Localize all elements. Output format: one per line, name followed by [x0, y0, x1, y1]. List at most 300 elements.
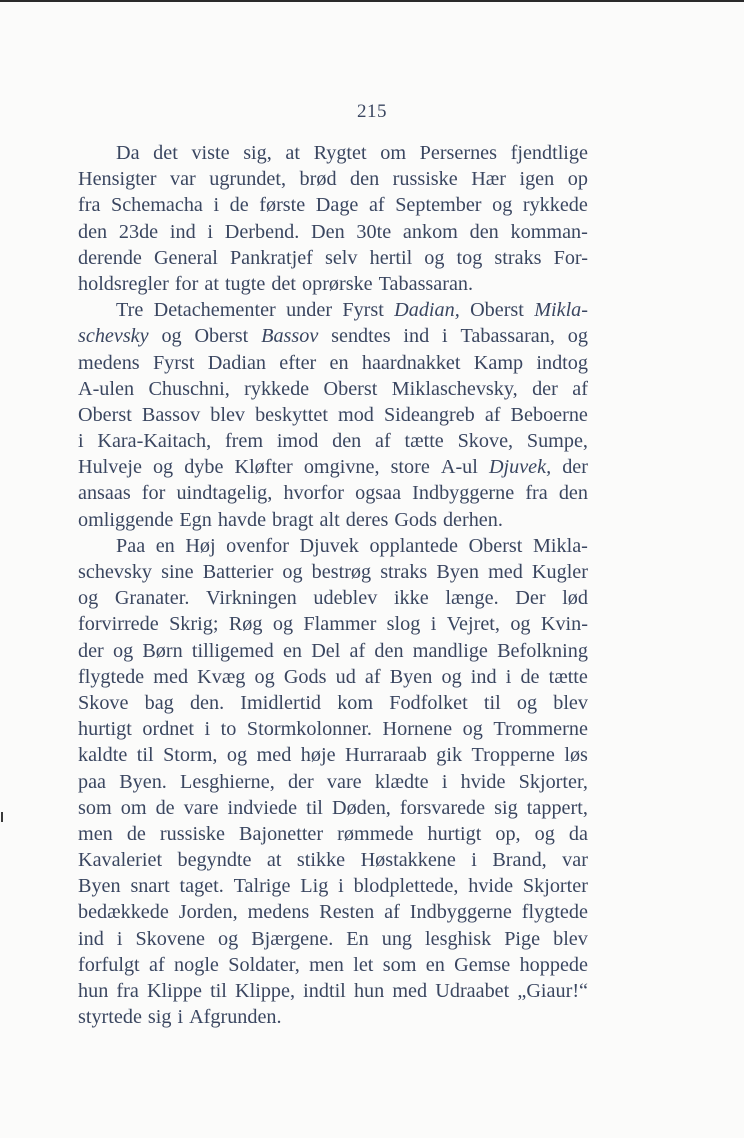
word: i [78, 430, 84, 453]
word: Storm, [163, 744, 218, 767]
word: Hurraraab [345, 744, 427, 767]
text-line [78, 847, 588, 873]
word: blev [553, 927, 588, 950]
text-line [78, 1004, 588, 1030]
word: de [155, 796, 175, 819]
word: blodplettede, [353, 875, 459, 898]
word: op, [495, 822, 521, 845]
word: bedækkede [78, 901, 169, 924]
word: forsvarede [399, 796, 486, 819]
word: rykkede [522, 194, 588, 217]
word: Talrige [233, 875, 291, 898]
word: Indbyggerne [412, 482, 515, 505]
word: det [271, 272, 296, 295]
word: Døden, [331, 796, 391, 819]
word: Chuschni, [148, 377, 230, 400]
word: paa [78, 770, 107, 793]
text-line [78, 376, 588, 402]
word: og [254, 665, 275, 688]
word: Byen [78, 875, 121, 898]
word: Klippe, [235, 980, 296, 1002]
word: Fyrst [342, 299, 384, 322]
word: Lesghierne, [180, 770, 275, 793]
word: Skjorter, [518, 770, 588, 793]
text-line [78, 611, 588, 637]
word: Børn [142, 639, 183, 662]
word: første [259, 194, 306, 217]
word: Skrig; [169, 613, 219, 636]
word: Gods [283, 665, 327, 688]
word: og [441, 665, 462, 688]
word: bestrøg [311, 561, 372, 583]
text-line [78, 769, 588, 795]
text-line [78, 559, 588, 585]
word: derhen. [442, 508, 503, 531]
word: ugrundet, [209, 168, 287, 191]
word: med [256, 744, 292, 767]
word: men [78, 822, 113, 845]
word: omliggende [78, 508, 174, 531]
word: hun [78, 980, 109, 1002]
word: Kara-Kaitach, [97, 430, 212, 453]
word: Afgrunden. [189, 1006, 282, 1029]
word: forvirrede [78, 613, 159, 636]
text-line [78, 480, 588, 506]
body-text [78, 140, 588, 1030]
word: holdsregler [78, 272, 169, 295]
word: Byen [436, 561, 479, 583]
word: brød [299, 168, 337, 191]
word: Jorden, [178, 901, 238, 924]
word: i [338, 875, 344, 898]
word: og [516, 691, 538, 714]
word: bragt [272, 508, 314, 531]
word: Tabassaran. [378, 272, 474, 295]
word: i [177, 1006, 184, 1029]
word: hurtigt [78, 718, 132, 741]
word: en [329, 351, 349, 374]
word: Paa [116, 534, 146, 557]
word: Oberst [468, 534, 523, 557]
word: og [161, 325, 182, 348]
word: Sumpe, [526, 430, 588, 453]
word: opplantede [369, 534, 459, 557]
word: hvide [460, 770, 506, 793]
word: under [286, 299, 333, 322]
word: og [112, 639, 134, 662]
word: udeblev [313, 587, 378, 610]
word: russiske [392, 168, 458, 191]
word: i [116, 927, 123, 950]
word: at [204, 272, 219, 295]
word: og [424, 246, 445, 269]
word: de [520, 665, 540, 688]
word: ind [403, 325, 430, 348]
word: Befolkning [497, 639, 588, 662]
word: fra [78, 194, 101, 217]
word: høje [300, 744, 336, 767]
word: af [368, 194, 385, 217]
word: rømmede [337, 822, 414, 845]
word: mandlige [412, 639, 488, 662]
text-line [78, 716, 588, 742]
word: den [332, 430, 362, 453]
word: gik [436, 744, 463, 767]
word: fjendtlige [510, 142, 588, 164]
text-line [78, 166, 588, 192]
text-line [78, 899, 588, 925]
word: hertil [369, 246, 413, 269]
word: snart [130, 875, 170, 898]
word: Bjærgene. [251, 927, 334, 950]
word: schevsky [78, 561, 153, 583]
word: den [558, 482, 588, 505]
word: Bajonetter [239, 822, 324, 845]
word: kaldte [78, 744, 128, 767]
word: 23de [118, 220, 159, 243]
word: og [226, 744, 248, 767]
text-line [78, 140, 588, 166]
word: Flammer [303, 613, 377, 636]
word: om [120, 796, 147, 819]
text-line [78, 664, 588, 690]
word: indtog [536, 351, 588, 374]
word: rykkede [244, 377, 310, 400]
word: en [425, 953, 445, 976]
word: op [567, 168, 588, 191]
word: men [309, 953, 344, 976]
word: og [217, 927, 239, 950]
word: frem [224, 430, 264, 453]
text-line [78, 873, 588, 899]
word: Brand, [492, 849, 547, 872]
word: var [562, 849, 588, 872]
text-line [78, 402, 588, 428]
word: Tre [116, 299, 144, 322]
word: i [204, 718, 211, 741]
word: Kavaleriet [78, 849, 163, 872]
text-line [78, 795, 588, 821]
word: til [136, 744, 154, 767]
word: og [272, 613, 294, 636]
word: dybe [184, 456, 224, 479]
word: sig [147, 1006, 172, 1029]
word: Batterier [202, 561, 274, 583]
word: store [390, 456, 430, 479]
word: Skove, [457, 430, 514, 453]
word: med [153, 665, 189, 688]
word: viste [191, 142, 230, 164]
word: Kløfter [234, 456, 293, 479]
word: at [285, 142, 300, 164]
word: tappert, [526, 796, 588, 819]
word: Kvæg [197, 665, 246, 688]
word: af [572, 377, 588, 400]
word: i [213, 194, 220, 217]
word: Del [311, 639, 341, 662]
word: det [153, 142, 178, 164]
word: Bassov [141, 403, 201, 426]
word: Høstakkene [360, 849, 456, 872]
word: i [442, 325, 448, 348]
word: Vejret, [446, 613, 500, 636]
word: medens [78, 351, 140, 374]
word: og [510, 613, 531, 636]
word: til [306, 796, 323, 819]
word: Imidlertid [240, 691, 322, 714]
word: den [374, 639, 404, 662]
word: klædte [374, 770, 429, 793]
word: ankom [402, 220, 458, 243]
word: let [353, 953, 374, 976]
word: haardnakket [361, 351, 461, 374]
word: af [364, 665, 381, 688]
word: Detachementer [153, 299, 276, 322]
word: i [441, 770, 448, 793]
word: hvide [468, 875, 514, 898]
word: vare [326, 770, 362, 793]
word: Bassov [261, 325, 319, 348]
word: igen [519, 168, 555, 191]
word: Pige [504, 927, 541, 950]
text-line [78, 926, 588, 952]
word: efter [279, 351, 317, 374]
text-line [78, 219, 588, 245]
word: Da [116, 142, 140, 164]
word: i [471, 849, 477, 872]
word: ind [470, 665, 497, 688]
word: lød [562, 587, 588, 610]
word: for [174, 272, 199, 295]
word: i [430, 613, 437, 636]
word: sig, [243, 142, 272, 164]
word: schevsky [78, 325, 149, 348]
word: oprørske [302, 272, 373, 295]
word: ordnet [142, 718, 194, 741]
page-top-edge [0, 0, 744, 2]
word: Hornene [382, 718, 453, 741]
word: og [567, 325, 588, 348]
word: indtil [303, 980, 346, 1002]
word: deres [345, 508, 389, 531]
word: Lig [300, 875, 329, 898]
word: der [532, 377, 558, 400]
word: bag [144, 691, 174, 714]
word: Indbyggerne [409, 901, 512, 924]
word: Granater. [114, 587, 190, 610]
word: til [210, 980, 227, 1002]
text-line [78, 742, 588, 768]
word: Gods [394, 508, 437, 531]
word: den [78, 220, 108, 243]
text-line [78, 323, 588, 349]
word: Den [311, 220, 345, 243]
word: lesghisk [425, 927, 492, 950]
word: Høj [185, 534, 216, 557]
word: og [492, 194, 513, 217]
word: hun [353, 980, 385, 1002]
word: og [78, 587, 99, 610]
word: Djuvek, [488, 456, 552, 479]
word: selv [324, 246, 358, 269]
word: til [483, 691, 501, 714]
word: Derbend. [224, 220, 300, 243]
word: ung [381, 927, 412, 950]
word: sig [494, 796, 518, 819]
word: „Giaur!“ [517, 980, 588, 1002]
word: General [153, 246, 218, 269]
text-line [78, 271, 588, 297]
word: da [568, 822, 588, 845]
word: havde [217, 508, 267, 531]
word: sendtes [331, 325, 391, 348]
word: A-ul [440, 456, 478, 479]
word: tilligemed [191, 639, 274, 662]
word: Oberst [470, 299, 524, 322]
word: Trommerne [493, 718, 588, 741]
word: med [488, 561, 523, 583]
word: September [395, 194, 482, 217]
word: Fyrst [152, 351, 195, 374]
word: og [152, 456, 174, 479]
word: Dage [315, 194, 359, 217]
word: tugte [224, 272, 266, 295]
word: Der [515, 587, 546, 610]
word: at [266, 849, 282, 872]
word: imod [276, 430, 319, 453]
text-line [78, 978, 588, 1004]
word: Kvin- [540, 613, 588, 636]
word: Skove [78, 691, 129, 714]
word: stikke [296, 849, 346, 872]
word: Oberst [78, 403, 132, 426]
word: Kamp [473, 351, 524, 374]
word: der [287, 770, 314, 793]
word: Hær [471, 168, 506, 191]
word: af [484, 403, 501, 426]
word: 30te [356, 220, 392, 243]
word: for [141, 482, 166, 505]
word: Stormkolonner. [246, 718, 372, 741]
word: indviede [227, 796, 298, 819]
word: tætte [404, 430, 444, 453]
word: løs [564, 744, 588, 767]
paragraph [78, 140, 588, 297]
word: komman- [510, 220, 588, 243]
word: hoppede [519, 953, 588, 976]
word: straks [494, 246, 542, 269]
text-line [78, 454, 588, 480]
word: Gemse [454, 953, 511, 976]
word: omgivne, [303, 456, 380, 479]
text-line [78, 245, 588, 271]
word: Schemacha [110, 194, 203, 217]
word: beskyttet [255, 403, 328, 426]
word: en [282, 639, 303, 662]
text-line [78, 297, 588, 323]
word: vare [183, 796, 219, 819]
word: Klippe [146, 980, 202, 1002]
word: som [78, 796, 112, 819]
word: af [375, 430, 391, 453]
word: sine [161, 561, 194, 583]
word: Djuvek [299, 534, 359, 557]
word: hurtigt [427, 822, 482, 845]
word: den [350, 168, 380, 191]
word: flygtede [521, 901, 588, 924]
word: derende [78, 246, 142, 269]
word: ind [169, 220, 196, 243]
word: hvorfor [283, 482, 344, 505]
word: Rygtet [313, 142, 367, 164]
word: russiske [159, 822, 225, 845]
word: Røg [228, 613, 263, 636]
word: fra [116, 980, 139, 1002]
word: Skovene [135, 927, 205, 950]
text-line [78, 507, 588, 533]
word: A-ulen [78, 377, 135, 400]
word: Tabassaran, [460, 325, 555, 348]
word: Beboerne [510, 403, 588, 426]
paragraph [78, 533, 588, 1031]
word: var [169, 168, 196, 191]
word: Persernes [419, 142, 497, 164]
word: i [505, 665, 512, 688]
word: blev [210, 403, 246, 426]
word: taget. [179, 875, 224, 898]
word: Mikla- [532, 534, 588, 557]
word: kom [337, 691, 374, 714]
word: Pankratjef [229, 246, 313, 269]
text-line [78, 690, 588, 716]
word: Oberst [194, 325, 249, 348]
text-line [78, 428, 588, 454]
word: Dadian, [394, 299, 460, 322]
word: længe. [445, 587, 499, 610]
text-line [78, 638, 588, 664]
word: Hulveje [78, 456, 142, 479]
word: begyndte [177, 849, 252, 872]
word: nogle [174, 953, 219, 976]
word: fra [525, 482, 548, 505]
word: og [462, 718, 483, 741]
word: Oberst [323, 377, 378, 400]
text-line [78, 821, 588, 847]
word: Mikla- [534, 299, 588, 322]
word: Fodfolket [389, 691, 468, 714]
word: de [126, 822, 146, 845]
word: om [380, 142, 407, 164]
word: blev [553, 691, 588, 714]
margin-mark [1, 812, 3, 822]
word: af [384, 901, 400, 924]
word: alt [319, 508, 340, 531]
page-number: 215 [357, 101, 387, 122]
word: i [207, 220, 214, 243]
word: der [562, 456, 588, 479]
text-line [78, 952, 588, 978]
word: ovenfor [226, 534, 289, 557]
word: straks [380, 561, 428, 583]
word: Kugler [531, 561, 588, 583]
word: For- [553, 246, 588, 269]
text-line [78, 533, 588, 559]
word: Byen [389, 665, 433, 688]
word: ogsaa [355, 482, 402, 505]
word: som [382, 953, 417, 976]
word: Resten [319, 901, 375, 924]
word: Sideangreb [383, 403, 475, 426]
